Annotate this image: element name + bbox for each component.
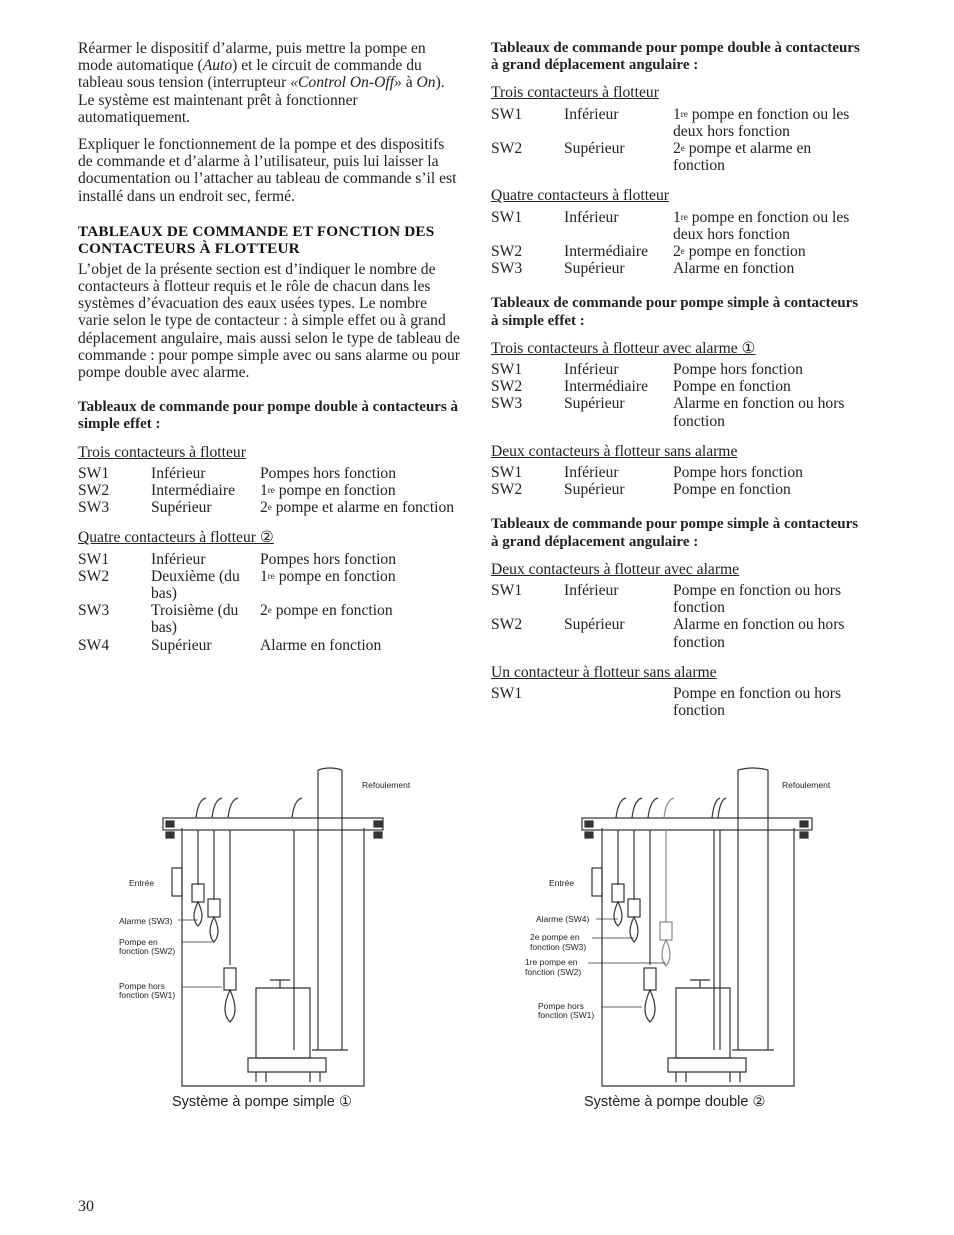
switch-function xyxy=(260,568,462,602)
switch-id: SW2 xyxy=(491,378,523,396)
label-pump-on-1: Pompe en xyxy=(119,937,158,947)
label-second-pump-1: 2e pompe en xyxy=(530,932,580,942)
ordinal-number: 2 xyxy=(260,499,268,517)
function-text: Alarme en fonction ou hors fonction xyxy=(673,616,845,651)
label-alarm: Alarme (SW4) xyxy=(536,914,590,924)
inlet-pipe xyxy=(172,868,182,896)
switch-row xyxy=(491,260,861,277)
ordinal-number: 1 xyxy=(673,208,681,226)
label-pump-on-2: fonction (SW2) xyxy=(119,946,176,956)
function-text: Pompes hors fonction xyxy=(260,464,397,482)
ordinal-number: 2 xyxy=(673,243,681,261)
switch-function xyxy=(673,395,861,429)
switch-row xyxy=(491,464,861,481)
discharge-pipe xyxy=(318,768,342,1050)
switch-position: Supérieur xyxy=(564,616,625,634)
switch-id: SW4 xyxy=(78,636,110,654)
float-second-pump xyxy=(628,899,640,917)
label-alarm: Alarme (SW3) xyxy=(119,916,173,926)
caption-single-pump: Système à pompe simple ① xyxy=(172,1094,352,1110)
switch-id: SW3 xyxy=(78,602,110,620)
switch-position: Supérieur xyxy=(564,395,625,413)
function-text: Pompes hors fonction xyxy=(260,550,397,568)
switch-row xyxy=(491,378,861,395)
section-heading: TABLEAUX DE COMMANDE ET FONCTION DES CONTACTEURS À FLOTTEUR xyxy=(78,222,435,258)
left-column xyxy=(78,40,462,667)
ordinal-suffix: re xyxy=(267,570,275,581)
switch-position: Inférieur xyxy=(564,208,619,226)
function-text: Alarme en fonction ou hors fonction xyxy=(673,395,845,430)
label-discharge: Refoulement xyxy=(362,780,410,790)
caption-double-pump: Système à pompe double ② xyxy=(584,1094,766,1110)
switch-position: Inférieur xyxy=(151,550,206,568)
switch-id: SW2 xyxy=(491,481,523,499)
pump-body xyxy=(256,988,310,1058)
switch-group-title: Trois contacteurs à flotteur avec alarme ① xyxy=(491,339,756,357)
ordinal-number: 1 xyxy=(260,482,268,500)
left-switch-tables xyxy=(78,399,462,654)
switch-id: SW1 xyxy=(78,464,110,482)
switch-row xyxy=(491,209,861,243)
switch-row xyxy=(78,499,462,516)
switch-position: Intermédiaire xyxy=(564,378,648,396)
switch-row xyxy=(78,602,462,636)
function-text: pompe et alarme en fonction xyxy=(271,499,455,517)
switch-function xyxy=(673,378,861,395)
switch-id: SW3 xyxy=(78,499,110,517)
function-text: pompe et alarme en fonction xyxy=(673,140,812,175)
switch-group xyxy=(491,187,861,277)
label-pump-off-1: Pompe hors xyxy=(119,981,165,991)
label-pump-off-1: Pompe hors xyxy=(538,1001,584,1011)
switch-row xyxy=(491,361,861,378)
switch-position: Supérieur xyxy=(564,140,625,158)
float-alarm xyxy=(612,884,624,902)
label-first-pump-1: 1re pompe en xyxy=(525,957,578,967)
label-inlet: Entrée xyxy=(549,878,575,888)
switch-group-title: Quatre contacteurs à flotteur ② xyxy=(78,529,274,547)
switch-function xyxy=(260,551,462,568)
single-pump-diagram xyxy=(110,760,410,1120)
switch-function xyxy=(673,260,861,277)
switch-function xyxy=(673,140,861,174)
ordinal-number: 2 xyxy=(673,140,681,158)
switch-id: SW2 xyxy=(78,482,110,500)
discharge-pipe xyxy=(738,768,768,1050)
switch-position xyxy=(564,685,673,719)
function-text: pompe en fonction xyxy=(274,567,396,585)
function-text: Pompe en fonction ou hors fonction xyxy=(673,582,842,617)
switch-function xyxy=(673,243,861,260)
switch-function xyxy=(260,482,462,499)
function-text: pompe en fonction xyxy=(684,243,806,261)
switch-position: Inférieur xyxy=(564,361,619,379)
switch-row xyxy=(78,482,462,499)
switch-id: SW2 xyxy=(491,616,523,634)
ordinal-suffix: e xyxy=(267,502,272,513)
switch-id: SW1 xyxy=(491,582,523,600)
switch-function xyxy=(673,464,861,481)
switch-group-title: Un contacteur à flotteur sans alarme xyxy=(491,663,717,681)
switch-row xyxy=(491,481,861,498)
switch-position: Inférieur xyxy=(564,464,619,482)
right-column xyxy=(491,40,861,733)
double-pump-diagram xyxy=(520,760,840,1120)
switch-position: Supérieur xyxy=(151,499,212,517)
switch-group xyxy=(491,561,861,651)
switch-position: Intermédiaire xyxy=(564,243,648,261)
switch-row xyxy=(491,616,861,650)
switch-group-title: Deux contacteurs à flotteur sans alarme xyxy=(491,442,738,460)
switch-row xyxy=(491,582,861,616)
switch-id: SW1 xyxy=(491,105,523,123)
function-text: Pompe hors fonction xyxy=(673,361,803,379)
function-text: pompe en fonction xyxy=(271,602,393,620)
basin xyxy=(602,828,794,1086)
label-discharge: Refoulement xyxy=(782,780,831,790)
label-inlet: Entrée xyxy=(129,878,155,888)
switch-row xyxy=(78,637,462,654)
switch-group xyxy=(78,529,462,653)
function-text: Alarme en fonction xyxy=(260,636,382,654)
switch-function xyxy=(673,209,861,243)
switch-id: SW1 xyxy=(491,685,523,703)
switch-id: SW1 xyxy=(491,464,523,482)
paragraph-section-purpose: L’objet de la présente section est d’indiquer le nombre de contacteurs à flotteur requis et le rôle de chacun dans les systèmes d’évacuation des eaux usées types. Le nombre varie selon le type de contacteur : à simple effet ou à grand déplacement angulaire, mais aussi selon le type de tableau de commande : pour pompe simple avec ou sans alarme ou pour pompe double avec alarme. xyxy=(78,260,460,382)
label-first-pump-2: fonction (SW2) xyxy=(525,967,582,977)
control-panel-heading: Tableaux de commande pour pompe double à contacteurs à grand déplacement angulaire : xyxy=(491,40,860,74)
switch-position: Deuxième (du bas) xyxy=(151,567,240,603)
switch-function xyxy=(673,361,861,378)
function-text: Pompe en fonction xyxy=(673,481,791,499)
switch-row xyxy=(491,685,861,719)
switch-function xyxy=(673,106,861,140)
switch-row xyxy=(78,551,462,568)
ordinal-suffix: e xyxy=(680,143,685,154)
function-text: pompe en fonction ou les deux hors fonction xyxy=(673,105,850,140)
ordinal-number: 1 xyxy=(673,105,681,123)
function-text: Pompe hors fonction xyxy=(673,464,803,482)
switch-row xyxy=(491,140,861,174)
float-alarm xyxy=(192,884,204,902)
ordinal-suffix: re xyxy=(680,108,688,119)
switch-id: SW2 xyxy=(491,140,523,158)
switch-position: Inférieur xyxy=(564,105,619,123)
ordinal-suffix: re xyxy=(267,485,275,496)
ordinal-number: 2 xyxy=(260,602,268,620)
switch-id: SW1 xyxy=(78,550,110,568)
pump-body xyxy=(676,988,730,1058)
switch-group-title: Trois contacteurs à flotteur xyxy=(78,443,246,461)
switch-row xyxy=(491,395,861,429)
switch-function xyxy=(260,465,462,482)
control-panel-heading: Tableaux de commande pour pompe double à contacteurs à simple effet : xyxy=(78,399,459,433)
switch-function xyxy=(260,602,462,636)
switch-row xyxy=(78,465,462,482)
switch-id: SW1 xyxy=(491,208,523,226)
switch-group xyxy=(491,340,861,430)
switch-function xyxy=(673,685,861,719)
label-second-pump-2: fonction (SW3) xyxy=(530,942,587,952)
float-first-pump xyxy=(660,922,672,940)
switch-position: Supérieur xyxy=(564,481,625,499)
switch-id: SW1 xyxy=(491,361,523,379)
switch-row xyxy=(491,106,861,140)
switch-function xyxy=(260,499,462,516)
switch-id: SW3 xyxy=(491,260,523,278)
switch-group-title: Trois contacteurs à flotteur xyxy=(491,84,659,102)
inlet-pipe xyxy=(592,868,602,896)
paragraph-reset-alarm: Réarmer le dispositif d’alarme, puis mettre la pompe en mode automatique (Auto) et le circuit de commande du tableau sous tension (interrupteur «Control On-Off» à On). Le système est maintenant prêt à fonctionner automatiquement. xyxy=(78,40,445,126)
float-on xyxy=(208,899,220,917)
switch-group xyxy=(491,664,861,720)
ordinal-suffix: re xyxy=(680,211,688,222)
ordinal-suffix: e xyxy=(680,246,685,257)
function-text: Alarme en fonction xyxy=(673,260,795,278)
ordinal-number: 1 xyxy=(260,567,268,585)
basin-cover xyxy=(163,818,383,830)
function-text: Pompe en fonction ou hors fonction xyxy=(673,685,842,720)
paragraph-explain-operation: Expliquer le fonctionnement de la pompe et des dispositifs de commande et d’alarme à l’utilisateur, puis lui laisser la documentation ou l’attacher au tableau de commande s’il est installé dans un endroit sec, fermé. xyxy=(78,136,457,205)
label-pump-off-2: fonction (SW1) xyxy=(538,1010,595,1020)
switch-group-title: Quatre contacteurs à flotteur xyxy=(491,187,669,205)
switch-position: Supérieur xyxy=(151,636,212,654)
control-panel-heading: Tableaux de commande pour pompe simple à contacteurs à grand déplacement angulaire : xyxy=(491,516,859,550)
control-panel-heading: Tableaux de commande pour pompe simple à contacteurs à simple effet : xyxy=(491,295,859,329)
function-text: pompe en fonction xyxy=(274,482,396,500)
switch-id: SW2 xyxy=(491,243,523,261)
switch-position: Inférieur xyxy=(564,582,619,600)
switch-group xyxy=(491,84,861,174)
switch-id: SW2 xyxy=(78,567,110,585)
function-text: pompe en fonction ou les deux hors fonction xyxy=(673,208,850,243)
page-number: 30 xyxy=(78,1198,94,1215)
ordinal-suffix: e xyxy=(267,605,272,616)
switch-function xyxy=(673,616,861,650)
switch-position: Supérieur xyxy=(564,260,625,278)
basin-cover xyxy=(582,818,812,830)
function-text: Pompe en fonction xyxy=(673,378,791,396)
switch-function xyxy=(260,637,462,654)
float-off xyxy=(644,968,656,990)
switch-group-title: Deux contacteurs à flotteur avec alarme xyxy=(491,560,740,578)
switch-position: Intermédiaire xyxy=(151,482,235,500)
switch-id: SW3 xyxy=(491,395,523,413)
switch-row xyxy=(491,243,861,260)
switch-row xyxy=(78,568,462,602)
switch-position: Inférieur xyxy=(151,464,206,482)
float-off xyxy=(224,968,236,990)
label-pump-off-2: fonction (SW1) xyxy=(119,990,176,1000)
switch-function xyxy=(673,582,861,616)
switch-group xyxy=(78,444,462,517)
switch-position: Troisième (du bas) xyxy=(151,602,239,637)
basin xyxy=(182,828,364,1086)
switch-group xyxy=(491,443,861,499)
switch-function xyxy=(673,481,861,498)
